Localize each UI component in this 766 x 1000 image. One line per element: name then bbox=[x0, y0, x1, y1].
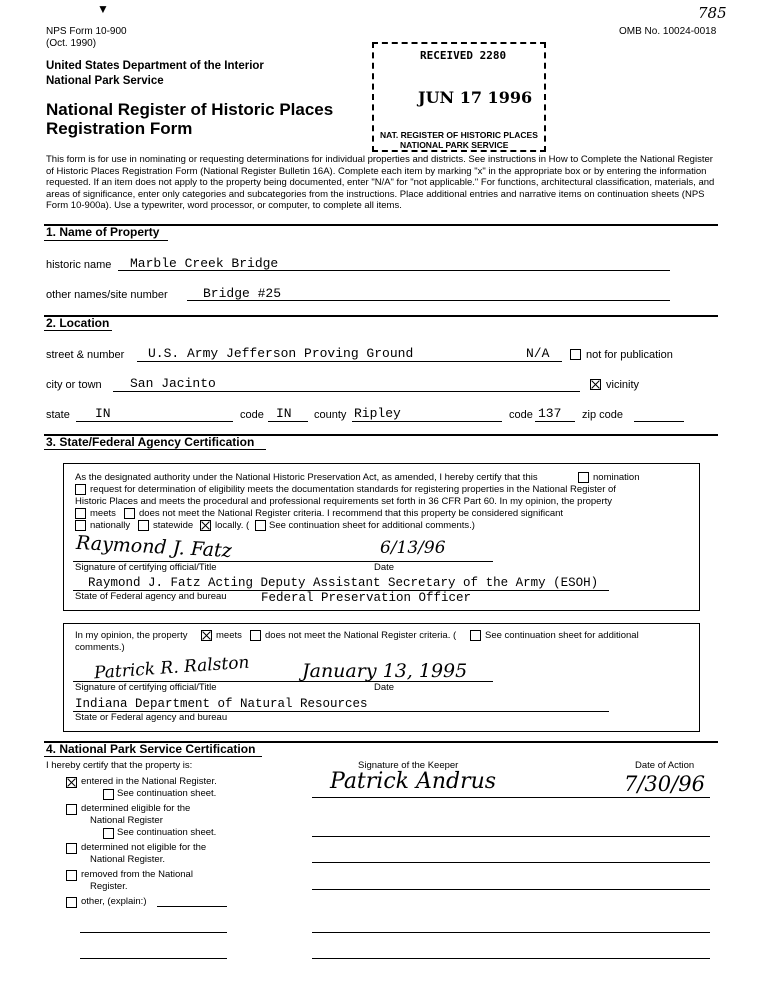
county-value[interactable]: Ripley bbox=[354, 406, 401, 421]
det-eligible-label2: National Register bbox=[90, 815, 163, 826]
removed-checkbox[interactable] bbox=[66, 870, 77, 881]
section4-underline bbox=[44, 756, 262, 757]
opinion-date: January 13, 1995 bbox=[302, 660, 468, 682]
see-continuation-label: See continuation sheet for additional comments.) bbox=[269, 520, 475, 531]
opinion-see-label: See continuation sheet for additional bbox=[485, 630, 639, 641]
locally-checkbox[interactable] bbox=[200, 520, 211, 531]
county-code-label: code bbox=[509, 409, 533, 421]
action-date: 7/30/96 bbox=[624, 772, 705, 796]
entered-see-label: See continuation sheet. bbox=[117, 788, 217, 799]
cert-line2: request for determination of eligibility meets the documentation standards for registering properties in the National Register of bbox=[90, 484, 616, 495]
opinion-meets-checkbox[interactable] bbox=[201, 630, 212, 641]
request-checkbox[interactable] bbox=[75, 484, 86, 495]
county-code-value[interactable]: 137 bbox=[538, 406, 562, 421]
certifying-signature: Raymond J. Fatz bbox=[75, 531, 233, 563]
locally-label: locally. ( bbox=[215, 520, 250, 531]
keeper-line3 bbox=[312, 862, 710, 863]
section2-underline bbox=[44, 330, 112, 331]
nomination-checkbox[interactable] bbox=[578, 472, 589, 483]
section3-underline bbox=[44, 449, 266, 450]
certifying-date: 6/13/96 bbox=[380, 538, 446, 558]
street-line bbox=[137, 361, 562, 362]
keeper-line5 bbox=[312, 932, 710, 933]
section3-heading: 3. State/Federal Agency Certification bbox=[46, 435, 255, 449]
state-code-label: code bbox=[240, 409, 264, 421]
cert-line1: As the designated authority under the National Historic Preservation Act, as amended, I hereby certify that this bbox=[75, 472, 538, 483]
comments-label: comments.) bbox=[75, 642, 125, 653]
opinion-not-label: does not meet the National Register criteria. ( bbox=[265, 630, 457, 641]
other-label: other, (explain:) bbox=[81, 896, 147, 907]
opinion-see-checkbox[interactable] bbox=[470, 630, 481, 641]
agency2-label: State or Federal agency and bureau bbox=[75, 712, 228, 723]
vicinity-label: vicinity bbox=[606, 379, 640, 391]
zip-label: zip code bbox=[582, 409, 623, 421]
meets-checkbox[interactable] bbox=[75, 508, 86, 519]
city-value[interactable]: San Jacinto bbox=[130, 376, 216, 391]
does-not-meet-checkbox[interactable] bbox=[124, 508, 135, 519]
not-for-publication-label: not for publication bbox=[586, 349, 673, 361]
historic-name-label: historic name bbox=[46, 259, 112, 271]
top-marker: ▼ bbox=[97, 2, 109, 16]
det-not-checkbox[interactable] bbox=[66, 843, 77, 854]
section1-heading: 1. Name of Property bbox=[46, 225, 160, 239]
county-label: county bbox=[314, 409, 347, 421]
street-value[interactable]: U.S. Army Jefferson Proving Ground bbox=[148, 346, 414, 361]
state-code-line bbox=[268, 421, 308, 422]
nationally-checkbox[interactable] bbox=[75, 520, 86, 531]
stamp-received: RECEIVED 2280 bbox=[420, 49, 507, 62]
county-code-line bbox=[535, 421, 575, 422]
nomination-label: nomination bbox=[593, 472, 640, 483]
det-not-label1: determined not eligible for the bbox=[81, 842, 207, 853]
keeper-line4 bbox=[312, 889, 710, 890]
state-label: state bbox=[46, 409, 70, 421]
form-title-line2: Registration Form bbox=[46, 119, 193, 138]
official-title[interactable]: Raymond J. Fatz Acting Deputy Assistant Secretary of the Army (ESOH) bbox=[88, 576, 599, 590]
removed-label2: Register. bbox=[90, 881, 128, 892]
certify-label: I hereby certify that the property is: bbox=[46, 760, 193, 771]
keeper-signature: Patrick Andrus bbox=[330, 769, 497, 794]
agency2-value[interactable]: Indiana Department of Natural Resources bbox=[75, 697, 368, 711]
section1-underline bbox=[44, 240, 168, 241]
see-continuation-checkbox[interactable] bbox=[255, 520, 266, 531]
historic-name-line bbox=[118, 270, 670, 271]
section2-heading: 2. Location bbox=[46, 316, 110, 330]
form-number: NPS Form 10-900 bbox=[46, 26, 127, 37]
zip-line bbox=[634, 421, 684, 422]
keeper-label: Signature of the Keeper bbox=[358, 760, 459, 771]
entered-checkbox[interactable] bbox=[66, 777, 77, 788]
det-not-label2: National Register. bbox=[90, 854, 165, 865]
cert-line3: Historic Places and meets the procedural and professional requirements set forth in 36 CFR Part 60. In my opinion, the property bbox=[75, 496, 613, 507]
stamp-line2: NATIONAL PARK SERVICE bbox=[400, 140, 509, 150]
keeper-line2 bbox=[312, 836, 710, 837]
entered-see-checkbox[interactable] bbox=[103, 789, 114, 800]
opinion-line1: In my opinion, the property bbox=[75, 630, 188, 641]
street-label: street & number bbox=[46, 349, 125, 361]
statewide-label: statewide bbox=[153, 520, 194, 531]
state-line bbox=[76, 421, 233, 422]
other-names-label: other names/site number bbox=[46, 289, 168, 301]
section2-rule bbox=[44, 315, 718, 317]
stamp-line1: NAT. REGISTER OF HISTORIC PLACES bbox=[380, 130, 538, 140]
city-label: city or town bbox=[46, 379, 102, 391]
action-label: Date of Action bbox=[635, 760, 695, 771]
other-line3 bbox=[80, 958, 227, 959]
agency-cert-box bbox=[63, 463, 700, 611]
service: National Park Service bbox=[46, 75, 164, 87]
keeper-line6 bbox=[312, 958, 710, 959]
state-value[interactable]: IN bbox=[95, 406, 111, 421]
county-line bbox=[352, 421, 502, 422]
det-eligible-see-checkbox[interactable] bbox=[103, 828, 114, 839]
received-stamp bbox=[372, 42, 546, 152]
signature-label: Signature of certifying official/Title bbox=[75, 562, 217, 573]
form-title-line1: National Register of Historic Places bbox=[46, 100, 334, 119]
meets-label: meets bbox=[90, 508, 116, 519]
statewide-checkbox[interactable] bbox=[138, 520, 149, 531]
other-names-value[interactable]: Bridge #25 bbox=[203, 286, 282, 301]
corner-number: 785 bbox=[698, 4, 727, 22]
other-checkbox[interactable] bbox=[66, 897, 77, 908]
city-line bbox=[113, 391, 580, 392]
opinion-signature: Patrick R. Ralston bbox=[93, 652, 251, 684]
opinion-box bbox=[63, 623, 700, 732]
other-line2 bbox=[80, 932, 227, 933]
historic-name-value[interactable]: Marble Creek Bridge bbox=[130, 256, 279, 271]
date-label: Date bbox=[374, 562, 395, 573]
opinion-meets-label: meets bbox=[216, 630, 242, 641]
form-date: (Oct. 1990) bbox=[46, 38, 97, 49]
stamp-date: JUN 17 1996 bbox=[418, 88, 533, 107]
state-code-value[interactable]: IN bbox=[276, 406, 292, 421]
det-eligible-checkbox[interactable] bbox=[66, 804, 77, 815]
vicinity-checkbox[interactable] bbox=[590, 379, 601, 390]
other-names-line bbox=[187, 300, 670, 301]
cert-line4: does not meet the National Register criteria. I recommend that this property be considered significant bbox=[139, 508, 564, 519]
nationally-label: nationally bbox=[90, 520, 131, 531]
det-eligible-see-label: See continuation sheet. bbox=[117, 827, 217, 838]
signature2-label: Signature of certifying official/Title bbox=[75, 682, 217, 693]
section4-heading: 4. National Park Service Certification bbox=[46, 742, 256, 756]
keeper-line1 bbox=[312, 797, 710, 798]
instructions: This form is for use in nominating or requesting determinations for individual properties and districts. See instructions in How to Complete the National Register of Historic Places Registration Form (National Register Bulletin 16A). Complete each item by marking "x" in the appropriate box or by entering the information requested. If an item does not apply to the property being documented, enter "N/A" for "not applicable." For functions, architectural classification, materials, and areas of significance, enter only categories and subcategories from the instructions. Place additional entries and narrative items on continuation sheets (NPS Form 10-900a). Use a typewriter, word processor, or computer, to complete all items. bbox=[46, 154, 715, 211]
not-for-publication-checkbox[interactable] bbox=[570, 349, 581, 360]
date2-label: Date bbox=[374, 682, 395, 693]
agency-value[interactable]: Federal Preservation Officer bbox=[261, 591, 472, 605]
department: United States Department of the Interior bbox=[46, 60, 264, 72]
agency-label: State of Federal agency and bureau bbox=[75, 591, 227, 602]
omb-number: OMB No. 10024-0018 bbox=[619, 26, 717, 37]
removed-label1: removed from the National bbox=[81, 869, 193, 880]
other-line bbox=[157, 906, 227, 907]
det-eligible-label1: determined eligible for the bbox=[81, 803, 191, 814]
na-value: N/A bbox=[526, 346, 550, 361]
opinion-not-checkbox[interactable] bbox=[250, 630, 261, 641]
entered-label: entered in the National Register. bbox=[81, 776, 217, 787]
